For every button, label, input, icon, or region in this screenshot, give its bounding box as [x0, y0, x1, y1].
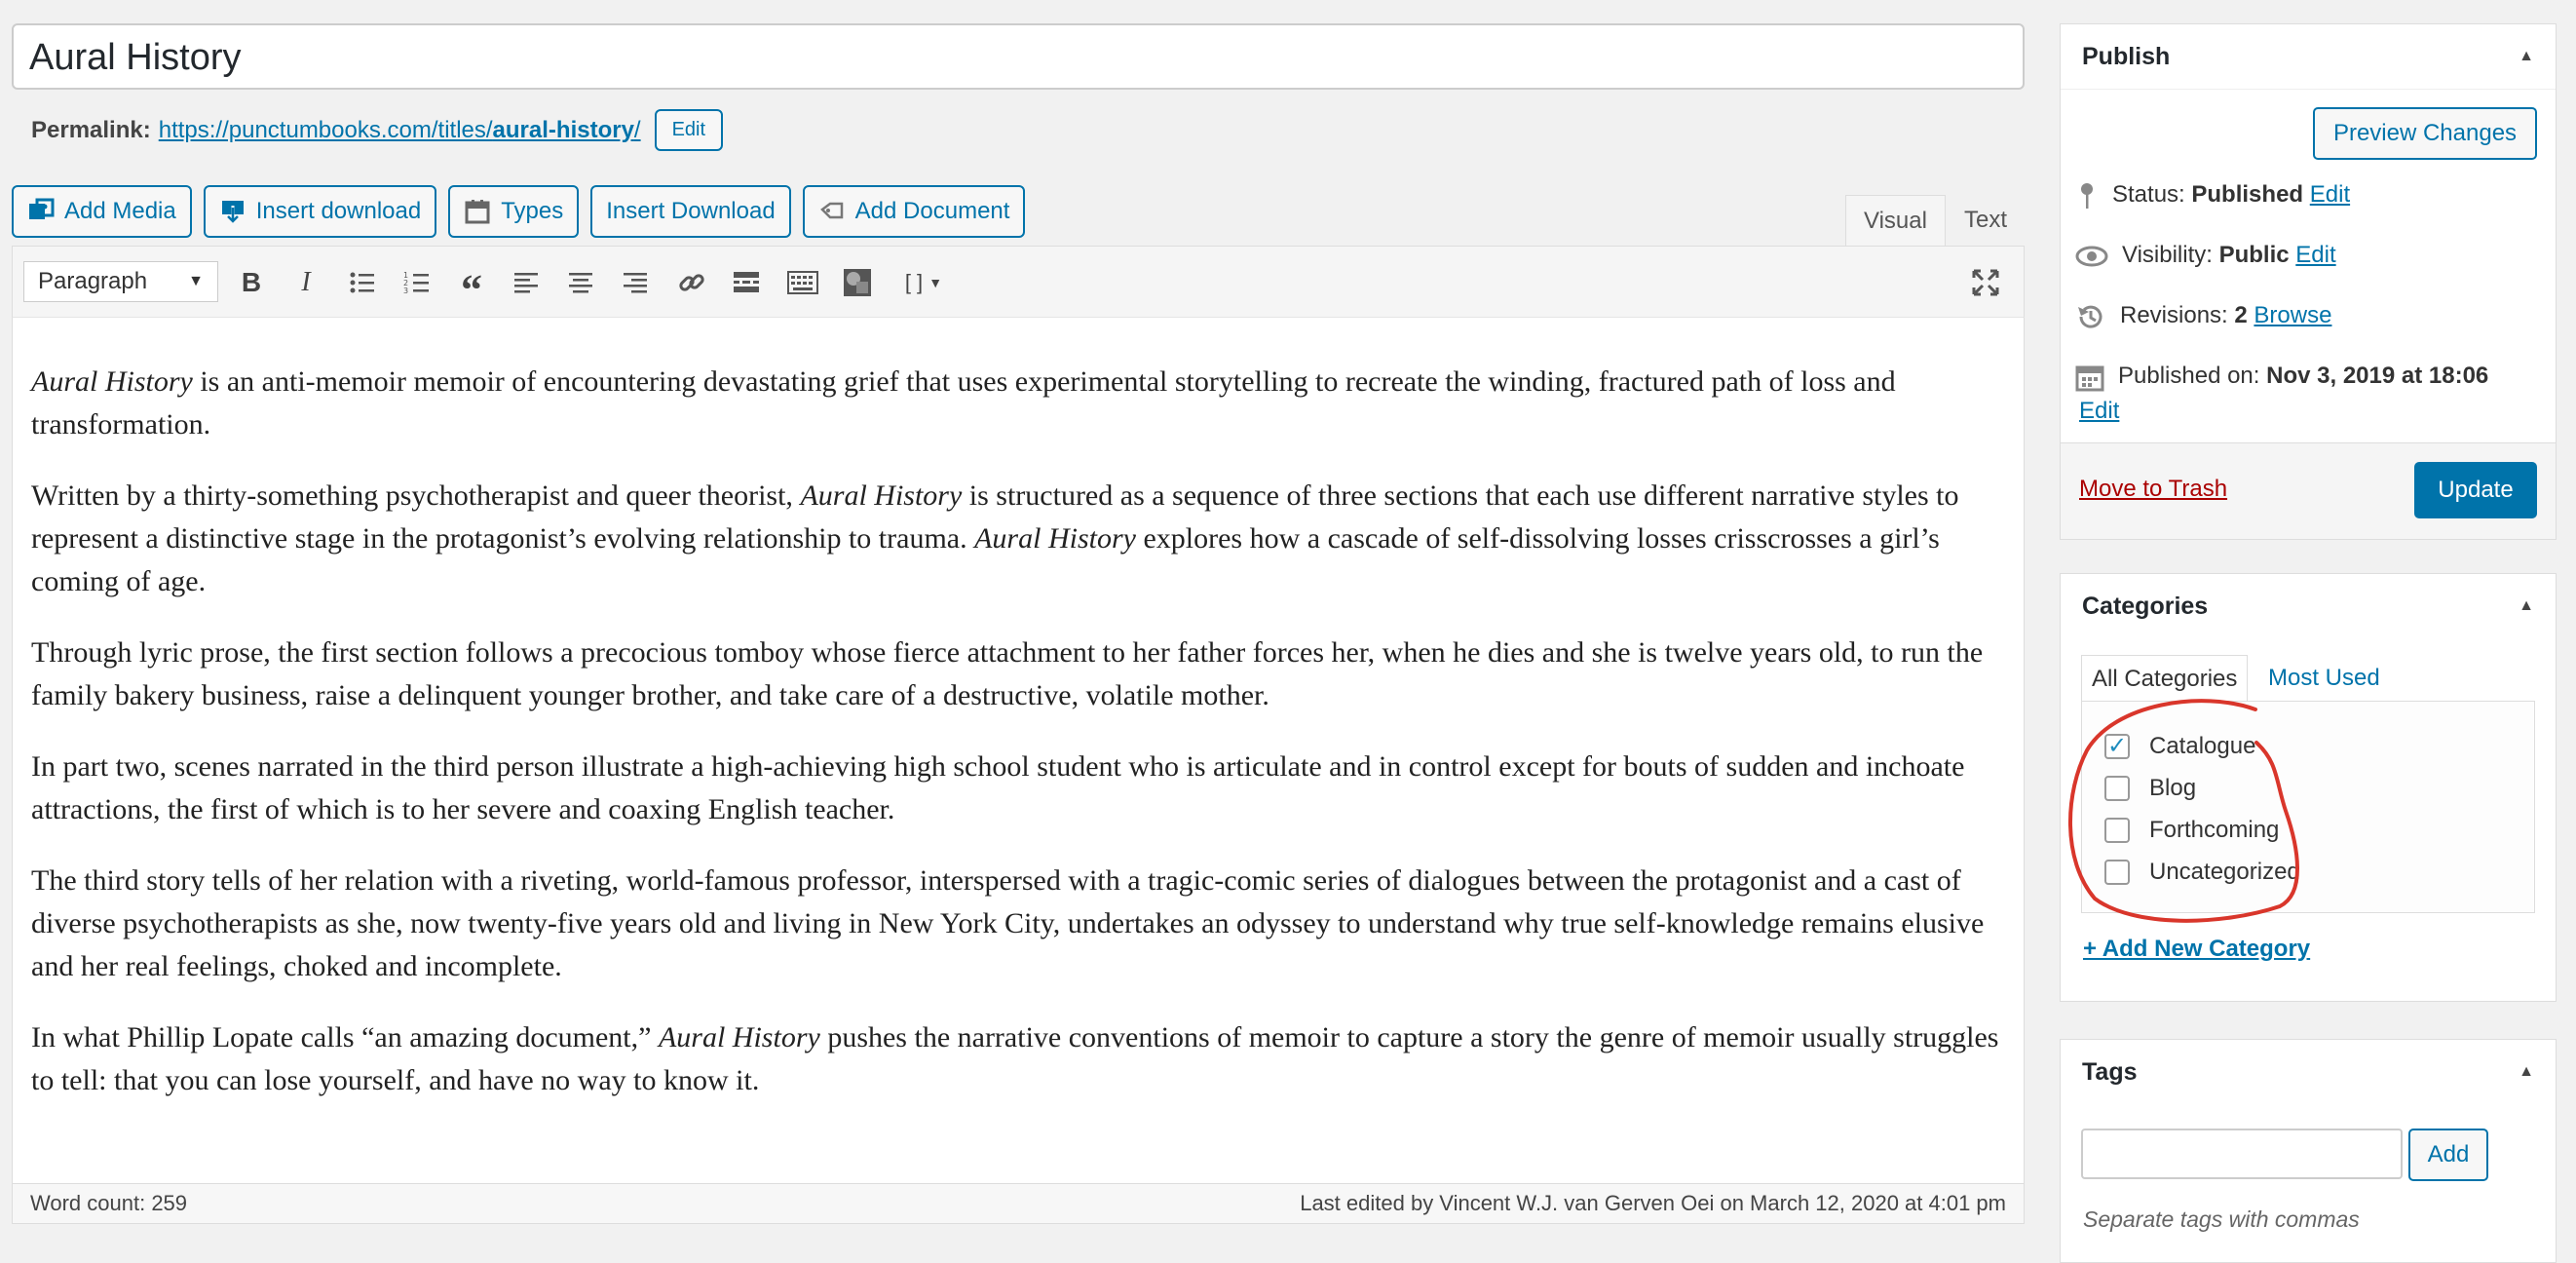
- format-select-value: Paragraph: [38, 268, 148, 294]
- status-row: Status: Published Edit: [2075, 181, 2350, 210]
- document-icon: [818, 198, 846, 225]
- paragraph: In part two, scenes narrated in the third person illustrate a high-achieving high school student who is articulate and in control except for bouts of sudden and inchoate attractions, the first of which is to her severe and coaxing English teacher.: [31, 750, 1965, 825]
- update-button[interactable]: Update: [2414, 462, 2537, 518]
- types-button[interactable]: [448, 185, 579, 238]
- category-item-forthcoming[interactable]: Forthcoming: [2104, 809, 2300, 851]
- svg-text:2: 2: [403, 279, 409, 287]
- categories-title: Categories: [2082, 592, 2209, 620]
- category-item-uncategorized[interactable]: Uncategorized: [2104, 851, 2300, 893]
- collapse-icon[interactable]: ▲: [2519, 1063, 2534, 1080]
- chevron-down-icon: ▼: [188, 273, 204, 289]
- insert-download-text-button[interactable]: [590, 185, 790, 238]
- collapse-icon[interactable]: ▲: [2519, 48, 2534, 64]
- permalink-label: Permalink:: [31, 116, 151, 143]
- svg-text:1: 1: [403, 271, 409, 280]
- tags-header[interactable]: [2061, 1040, 2556, 1104]
- categories-header[interactable]: [2061, 574, 2556, 638]
- pin-icon: [2075, 181, 2099, 210]
- tab-all-categories[interactable]: All Categories: [2081, 655, 2248, 702]
- calendar-icon: [464, 198, 491, 225]
- add-tag-button[interactable]: Add: [2408, 1129, 2488, 1181]
- tag-input[interactable]: [2081, 1129, 2403, 1179]
- editor-content[interactable]: [31, 361, 2009, 1130]
- revisions-row: Revisions: 2 Browse: [2075, 302, 2331, 331]
- tags-title: Tags: [2082, 1057, 2138, 1086]
- permalink-link[interactable]: https://punctumbooks.com/titles/aural-history/: [158, 116, 641, 143]
- published-on-edit-link[interactable]: Edit: [2079, 398, 2120, 424]
- svg-text:3: 3: [403, 287, 409, 295]
- last-edited: Last edited by Vincent W.J. van Gerven Oei on March 12, 2020 at 4:01 pm: [1300, 1191, 2006, 1215]
- paragraph: Written by a thirty-something psychotherapist and queer theorist, Aural History is structured as a sequence of three sections that each use different narrative styles to represent a distinctive stage in the protagonist’s evolving relationship to trauma. Aural History explores how a cascade of self-dissolving losses crisscrosses a girl’s coming of age.: [31, 479, 1959, 597]
- blockquote-icon[interactable]: “: [461, 265, 482, 314]
- add-media-label: Add Media: [64, 198, 176, 224]
- post-title-input[interactable]: Aural History: [12, 23, 2025, 90]
- tab-visual[interactable]: Visual: [1845, 195, 1946, 246]
- paragraph: In what Phillip Lopate calls “an amazing document,” Aural History pushes the narrative conventions of memoir to capture a story the genre of memoir usually struggles to tell: that you can lose yourself, and have no way to know it.: [31, 1021, 1999, 1096]
- tags-hint: Separate tags with commas: [2083, 1206, 2360, 1232]
- permalink-edit-button[interactable]: Edit: [655, 109, 723, 151]
- permalink-bar: [31, 109, 723, 151]
- add-document-label: Add Document: [854, 198, 1010, 224]
- checkbox-checked[interactable]: ✓: [2104, 734, 2130, 759]
- insert-download-text-label: Insert Download: [606, 198, 776, 224]
- fullscreen-icon[interactable]: [1966, 263, 2005, 302]
- publish-title: Publish: [2082, 42, 2171, 70]
- italic-icon[interactable]: I: [301, 267, 311, 297]
- tab-text[interactable]: Text: [1964, 207, 2008, 233]
- bold-icon[interactable]: B: [241, 267, 262, 297]
- paragraph: The third story tells of her relation with a riveting, world-famous professor, interspersed with a tragic-comic series of dialogues between the protagonist and a cast of diverse psychotherapists as she, now twenty-five years old and living in New York City, undertakes an odyssey to understand why true self-knowledge remains elusive and her real feelings, choked and incomplete.: [31, 864, 1985, 982]
- tab-most-used[interactable]: Most Used: [2268, 665, 2380, 691]
- visibility-edit-link[interactable]: Edit: [2295, 242, 2336, 268]
- publish-header[interactable]: [2061, 24, 2556, 90]
- align-center-icon[interactable]: [561, 263, 600, 302]
- types-label: Types: [501, 198, 564, 224]
- category-item-catalogue[interactable]: ✓ Catalogue: [2104, 725, 2300, 767]
- word-count: Word count: 259: [30, 1191, 188, 1215]
- plugin-icon[interactable]: [838, 263, 877, 302]
- add-media-button[interactable]: [12, 185, 192, 238]
- visibility-row: Visibility: Public Edit: [2075, 242, 2336, 271]
- published-on-row: Published on: Nov 3, 2019 at 18:06: [2075, 363, 2543, 392]
- insert-download-label: Insert download: [255, 198, 422, 224]
- media-icon: [27, 198, 55, 225]
- add-document-button[interactable]: [803, 185, 1026, 238]
- insert-download-button[interactable]: [204, 185, 436, 238]
- editor-statusbar: [12, 1183, 2025, 1224]
- toolbar-toggle-icon[interactable]: [783, 263, 822, 302]
- history-icon: [2075, 302, 2106, 331]
- status-edit-link[interactable]: Edit: [2309, 181, 2351, 208]
- paragraph: Through lyric prose, the first section follows a precocious tomboy whose fierce attachment to her father forces her, when he dies and she is twelve years old, to run the family bakery business, raise a delinquent younger brother, and take care of a destructive, volatile mother.: [31, 636, 1984, 711]
- move-to-trash-link[interactable]: Move to Trash: [2079, 476, 2228, 502]
- annotation-circle: [2056, 694, 2299, 938]
- bullet-list-icon[interactable]: [343, 263, 382, 302]
- align-right-icon[interactable]: [616, 263, 655, 302]
- add-new-category-link[interactable]: + Add New Category: [2083, 936, 2311, 962]
- align-left-icon[interactable]: [507, 263, 546, 302]
- numbered-list-icon[interactable]: [398, 263, 436, 302]
- shortcode-icon[interactable]: [ ] ▼: [904, 270, 943, 294]
- link-icon[interactable]: [672, 263, 711, 302]
- preview-changes-button[interactable]: Preview Changes: [2313, 107, 2537, 160]
- format-select[interactable]: [23, 261, 218, 302]
- calendar-icon: [2075, 363, 2104, 392]
- eye-icon: [2075, 242, 2108, 271]
- paragraph: Aural History is an anti-memoir memoir of encountering devastating grief that uses experimental storytelling to recreate the winding, fractured path of loss and transformation.: [31, 365, 1896, 440]
- read-more-icon[interactable]: [727, 263, 766, 302]
- media-buttons: [12, 185, 1025, 238]
- category-item-blog[interactable]: Blog: [2104, 767, 2300, 809]
- collapse-icon[interactable]: ▲: [2519, 597, 2534, 614]
- browse-revisions-link[interactable]: Browse: [2254, 302, 2332, 328]
- download-icon: [219, 198, 246, 225]
